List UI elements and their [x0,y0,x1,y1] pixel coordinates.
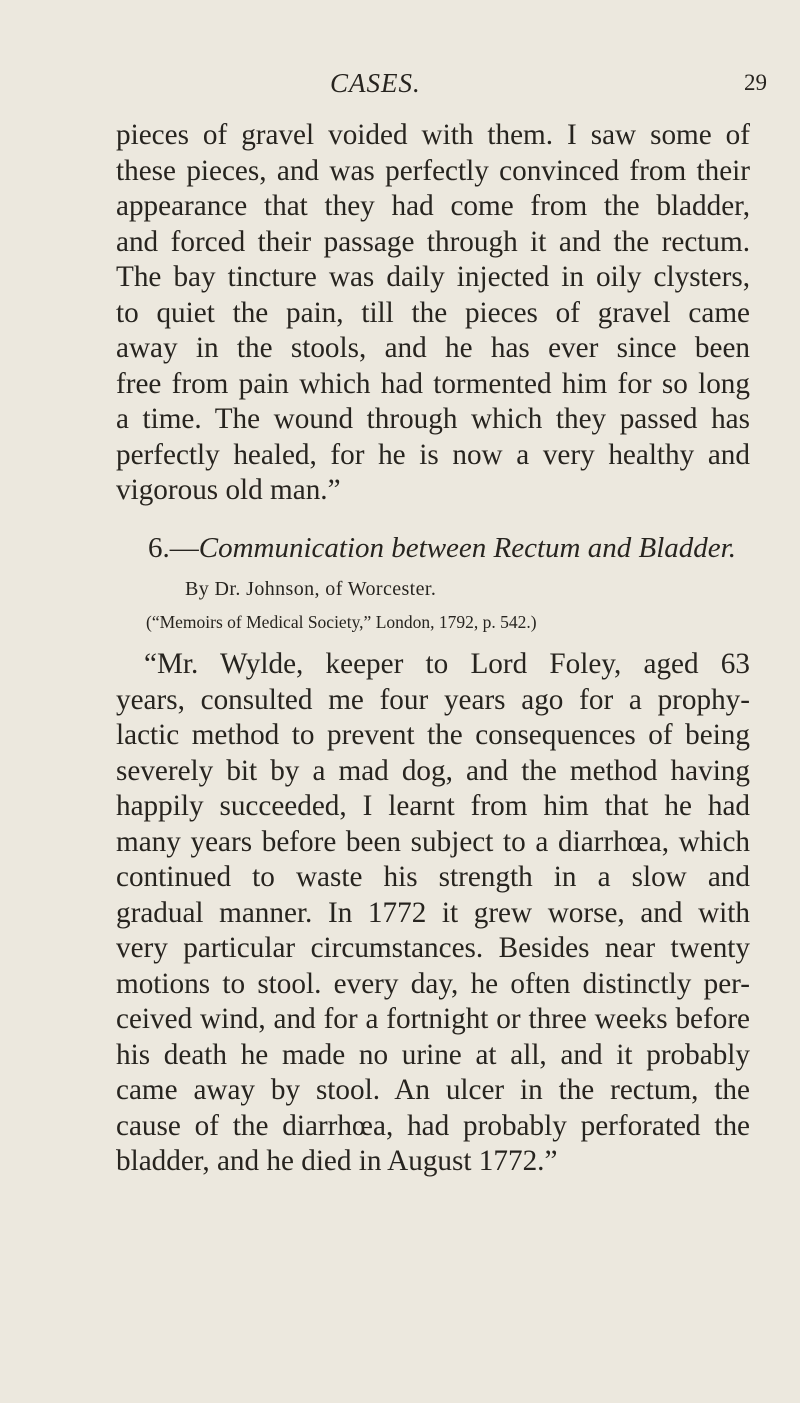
text-line: severely bit by a mad dog, and the method having [116,754,750,787]
text-line: gradual manner. In 1772 it grew worse, and with [116,896,750,929]
text-line: ceived wind, and for a fortnight or three weeks before [116,1003,750,1035]
running-head [0,68,800,104]
text-line: “Mr. Wylde, keeper to Lord Foley, aged 63 [144,648,750,680]
text-line: bladder, and he died in August 1772.” [116,1145,558,1177]
text-line: and forced their passage through it and the rectum. [116,225,750,258]
text-line: a time. The wound through which they passed has [116,403,750,435]
section-title: Communication between Rectum and Bladder. [198,532,736,564]
text-line: his death he made no urine at all, and it probably [116,1038,750,1071]
text-line: free from pain which had tormented him for so long [116,367,750,400]
section-heading [148,532,736,565]
text-line: happily succeeded, I learnt from him that he had [116,790,750,822]
text-line: vigorous old man.” [116,474,341,506]
text-line: cause of the diarrhœa, had probably perforated the [116,1109,750,1142]
text-line: these pieces, and was perfectly convinced from their [116,154,750,187]
source-citation: (“Memoirs of Medical Society,” London, 1792, p. 542.) [146,612,537,632]
paragraph-continued [116,118,750,509]
text-line: years, consulted me four years ago for a prophy- [116,683,750,716]
text-line: pieces of gravel voided with them. I saw some of [116,119,750,151]
text-line: continued to waste his strength in a slow and [116,861,750,893]
running-title: CASES. [330,68,421,98]
text-line: came away by stool. An ulcer in the rectum, the [116,1074,750,1106]
text-line: lactic method to prevent the consequences of being [116,719,750,751]
text-line: perfectly healed, for he is now a very healthy and [116,438,750,471]
page-number: 29 [744,70,767,95]
section-number: 6.— [148,532,199,564]
text-line: motions to stool. every day, he often distinctly per- [116,967,750,1000]
text-line: to quiet the pain, till the pieces of gravel came [116,296,750,329]
text-line: appearance that they had come from the bladder, [116,190,750,222]
text-line: away in the stools, and he has ever since been [116,332,750,364]
paragraph-case-report [116,647,750,1180]
text-line: The bay tincture was daily injected in oily clysters, [116,261,750,293]
text-line: many years before been subject to a diarrhœa, which [116,825,750,858]
text-line: very particular circumstances. Besides near twenty [116,932,750,964]
author-byline: By Dr. Johnson, of Worcester. [185,578,437,600]
